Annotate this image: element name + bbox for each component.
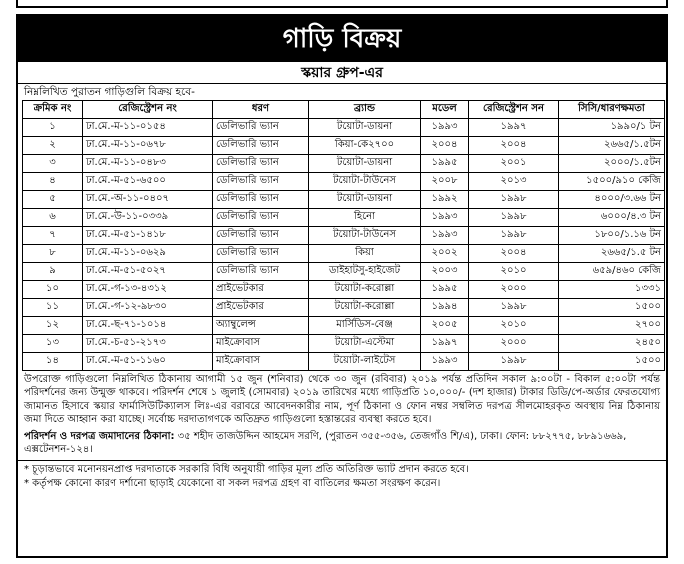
cell-reg-year: ২০০৪ — [469, 137, 559, 155]
cell-reg-year: ২০০০ — [469, 335, 559, 353]
cell-serial: ১৩ — [23, 335, 83, 353]
cell-type: ডেলিভারি ভ্যান — [213, 245, 309, 263]
table-row — [23, 119, 665, 137]
cell-model: ২০০২ — [421, 245, 469, 263]
cell-reg-year: ২০১৩ — [469, 173, 559, 191]
table-row — [23, 299, 665, 317]
cell-brand: হিনো — [309, 209, 421, 227]
cell-capacity: ২৪৫০ — [559, 335, 665, 353]
address-text: ৩৫ শহীদ তাজউদ্দিন আহমেদ সরণি, (পুরাতন ৩৫৫-৩৫৬, তেজগাঁও শি/এ), ঢাকা। ফোন: ৮৮২৭৭৫, ৮৮৯১৬৬৯, এক্সটেনশন-১২৪। — [24, 430, 627, 456]
cell-type: প্রাইভেটকার — [213, 299, 309, 317]
cell-model: ১৯৯৫ — [421, 155, 469, 173]
classified-ad — [16, 14, 668, 558]
cell-registration: ঢা.মে.-ম-১১-০৬২৯ — [83, 245, 213, 263]
cell-serial: ১২ — [23, 317, 83, 335]
cell-registration: ঢা.মে.-ম-৫১-১৪১৮ — [83, 227, 213, 245]
cell-registration: ঢা.মে.-ম-১১-০৪৮৩ — [83, 155, 213, 173]
col-header-reg-year: রেজিস্ট্রেশন সন — [469, 101, 559, 119]
ad-subtitle: স্কয়ার গ্রুপ-এর — [18, 62, 666, 84]
cell-brand: টয়োটা-করোল্লা — [309, 299, 421, 317]
cell-serial: ৮ — [23, 245, 83, 263]
cell-brand: ডাইহাটসু-হাইজেট — [309, 263, 421, 281]
cell-reg-year: ১৯৯৮ — [469, 191, 559, 209]
cell-brand: টয়োটা-ডায়না — [309, 119, 421, 137]
table-row — [23, 191, 665, 209]
address-block — [18, 427, 666, 457]
cell-serial: ৬ — [23, 209, 83, 227]
cell-reg-year: ২০০১ — [469, 155, 559, 173]
divider — [18, 460, 666, 461]
cell-registration: ঢা.মে.-উ-১১-০৩৩৯ — [83, 209, 213, 227]
cell-brand: টয়োটা-করোল্লা — [309, 281, 421, 299]
vehicle-table — [22, 100, 665, 371]
cell-serial: ৯ — [23, 263, 83, 281]
cell-serial: ৪ — [23, 173, 83, 191]
cell-model: ১৯৯৩ — [421, 353, 469, 371]
table-row — [23, 317, 665, 335]
table-row — [23, 209, 665, 227]
cell-reg-year: ২০০০ — [469, 281, 559, 299]
cell-capacity: ৪০০০/৩.৬৬ টন — [559, 191, 665, 209]
cell-model: ১৯৯৩ — [421, 227, 469, 245]
cell-reg-year: ২০০৪ — [469, 245, 559, 263]
cell-capacity: ১৫০০ — [559, 299, 665, 317]
cell-reg-year: ১৯৯৭ — [469, 119, 559, 137]
cell-serial: ১০ — [23, 281, 83, 299]
intro-line: নিম্নলিখিত পুরাতন গাড়িগুলি বিক্রয় হবে- — [24, 86, 195, 98]
col-header-brand: ব্র্যান্ড — [309, 101, 421, 119]
cell-model: ১৯৯৫ — [421, 281, 469, 299]
cell-type: ডেলিভারি ভ্যান — [213, 263, 309, 281]
cell-type: ডেলিভারি ভ্যান — [213, 209, 309, 227]
cell-capacity: ১৩৩১ — [559, 281, 665, 299]
cell-reg-year: ২০১০ — [469, 263, 559, 281]
table-row — [23, 353, 665, 371]
cell-registration: ঢা.মে.-ম-৫১-১১৬০ — [83, 353, 213, 371]
table-row — [23, 173, 665, 191]
cell-brand: টয়োটা-টাউনেস — [309, 173, 421, 191]
cell-model: ১৯৯৪ — [421, 299, 469, 317]
cell-reg-year: ১৯৯৮ — [469, 299, 559, 317]
cell-model: ১৯৯৩ — [421, 119, 469, 137]
col-header-capacity: সিসি/ধারণক্ষমতা — [559, 101, 665, 119]
cell-capacity: ২০০০/১.৫টন — [559, 155, 665, 173]
cell-capacity: ৬৫৯/৪৬০ কেজি — [559, 263, 665, 281]
cell-type: অ্যাম্বুলেন্স — [213, 317, 309, 335]
cell-registration: ঢা.মে.-ম-৫১-৬৫০০ — [83, 173, 213, 191]
cell-type: মাইক্রোবাস — [213, 335, 309, 353]
note-authority: * কর্তৃপক্ষ কোনো কারণ দর্শানো ছাড়াই যেকোনো বা সকল দরপত্র গ্রহণ বা বাতিলের ক্ষমতা সংরক্ষণ করেন। — [24, 478, 441, 490]
cell-type: মাইক্রোবাস — [213, 353, 309, 371]
inspection-paragraph: উপরোক্ত গাড়িগুলো নিম্নলিখিত ঠিকানায় আগামী ১৫ জুন (শনিবার) থেকে ৩০ জুন (রবিবার) ২০১৯ পর্যন্ত প্রতিদিন সকাল ৯:০০টা - বিকাল ৫:০০টা পর্যন্ত পরিদর্শনের জন্য উন্মুক্ত থাকবে। পরিদর্শন শেষে ১ জুলাই (সোমবার) ২০১৯ তারিখের মধ্যে গাড়িপ্রতি ১০,০০০/- (দশ হাজার) টাকার ডিডি/পে-অর্ডার ফেরতযোগ্য জামানত হিসাবে স্কয়ার ফার্মাসিউটিক্যালস লিঃ-এর বরাবরে আবেদনকারীর নাম, পূর্ণ ঠিকানা ও ফোন নম্বর সম্বলিত দরপত্র সীলমোহরকৃত অবস্থায় নিম্ন ঠিকানায় জমা দিতে আহ্বান করা যাচ্ছে। সর্বোচ্চ দরদাতাগণকে অতিদ্রুত গাড়িগুলো হস্তান্তরের ব্যবস্থা করতে হবে। — [24, 374, 660, 426]
cell-type: প্রাইভেটকার — [213, 281, 309, 299]
cell-model: ১৯৯৭ — [421, 335, 469, 353]
cell-type: ডেলিভারি ভ্যান — [213, 119, 309, 137]
cell-capacity: ২৬৬৫/১.৫টন — [559, 137, 665, 155]
cell-serial: ৫ — [23, 191, 83, 209]
cell-model: ১৯৯৩ — [421, 209, 469, 227]
cell-type: ডেলিভারি ভ্যান — [213, 191, 309, 209]
col-header-model: মডেল — [421, 101, 469, 119]
cell-brand: টয়োটা-এস্টেমা — [309, 335, 421, 353]
table-row — [23, 281, 665, 299]
cell-model: ২০০৫ — [421, 317, 469, 335]
cell-reg-year: ১৯৯৮ — [469, 353, 559, 371]
cell-type: ডেলিভারি ভ্যান — [213, 137, 309, 155]
table-row — [23, 335, 665, 353]
ad-title: গাড়ি বিক্রয় — [18, 16, 666, 62]
cell-type: ডেলিভারি ভ্যান — [213, 155, 309, 173]
cell-registration: ঢা.মে.-ম-১১-০৬৭৮ — [83, 137, 213, 155]
table-row — [23, 227, 665, 245]
cell-registration: ঢা.মে.-ম-১১-০১৫৪ — [83, 119, 213, 137]
cell-capacity: ১৫০০/৯১০ কেজি — [559, 173, 665, 191]
col-header-registration: রেজিস্ট্রেশন নং — [83, 101, 213, 119]
note-vat: * চূড়ান্তভাবে মনোনয়নপ্রাপ্ত দরদাতাকে সরকারি বিধি অনুযায়ী গাড়ির মূল্য প্রতি অতিরিক্ত ভ্যাট প্রদান করতে হবে। — [24, 464, 469, 476]
cell-serial: ৭ — [23, 227, 83, 245]
table-header-row — [23, 101, 665, 119]
cell-serial: ১ — [23, 119, 83, 137]
table-row — [23, 137, 665, 155]
cell-brand: টয়োটা-লাইটেস — [309, 353, 421, 371]
cell-type: ডেলিভারি ভ্যান — [213, 173, 309, 191]
cell-serial: ২ — [23, 137, 83, 155]
col-header-type: ধরণ — [213, 101, 309, 119]
cell-capacity: ২৬৬৫/১.৫ টন — [559, 245, 665, 263]
cell-brand: মার্সিডিস-বেঞ্জ — [309, 317, 421, 335]
cell-brand: টয়োটা-টাউনেস — [309, 227, 421, 245]
cell-brand: টয়োটা-ডায়না — [309, 191, 421, 209]
cell-type: ডেলিভারি ভ্যান — [213, 227, 309, 245]
cell-brand: কিয়া-কে২৭০০ — [309, 137, 421, 155]
cell-registration: ঢা.মে.-চ-৫১-২১৭৩ — [83, 335, 213, 353]
table-row — [23, 155, 665, 173]
cell-capacity: ১৫০০ — [559, 353, 665, 371]
col-header-serial: ক্রমিক নং — [23, 101, 83, 119]
table-row — [23, 263, 665, 281]
cell-serial: ৩ — [23, 155, 83, 173]
cell-reg-year: ১৯৯৮ — [469, 209, 559, 227]
cell-brand: কিয়া — [309, 245, 421, 263]
address-label: পরিদর্শন ও দরপত্র জমাদানের ঠিকানা: — [24, 430, 175, 442]
cell-registration: ঢা.মে.-ছ-৭১-১০১৪ — [83, 317, 213, 335]
cell-model: ২০০৩ — [421, 263, 469, 281]
cell-model: ২০০৮ — [421, 173, 469, 191]
cell-capacity: ২৭০০ — [559, 317, 665, 335]
cell-model: ২০০৪ — [421, 137, 469, 155]
top-border-fragment — [16, 0, 668, 8]
cell-capacity: ১৯৯০/১ টন — [559, 119, 665, 137]
cell-registration: ঢা.মে.-গ-১৩-৪৩১২ — [83, 281, 213, 299]
cell-brand: টয়োটা-ডায়না — [309, 155, 421, 173]
cell-registration: ঢা.মে.-ম-৫১-৫০২৭ — [83, 263, 213, 281]
cell-model: ১৯৯২ — [421, 191, 469, 209]
cell-registration: ঢা.মে.-গ-১২-৯৮৩০ — [83, 299, 213, 317]
cell-registration: ঢা.মে.-অ-১১-০৪০৭ — [83, 191, 213, 209]
cell-serial: ১১ — [23, 299, 83, 317]
cell-reg-year: ২০১০ — [469, 317, 559, 335]
table-row — [23, 245, 665, 263]
cell-reg-year: ১৯৯৮ — [469, 227, 559, 245]
cell-capacity: ৬০০০/৪.৩ টন — [559, 209, 665, 227]
cell-serial: ১৪ — [23, 353, 83, 371]
cell-capacity: ১৮০০/১.১৬ টন — [559, 227, 665, 245]
